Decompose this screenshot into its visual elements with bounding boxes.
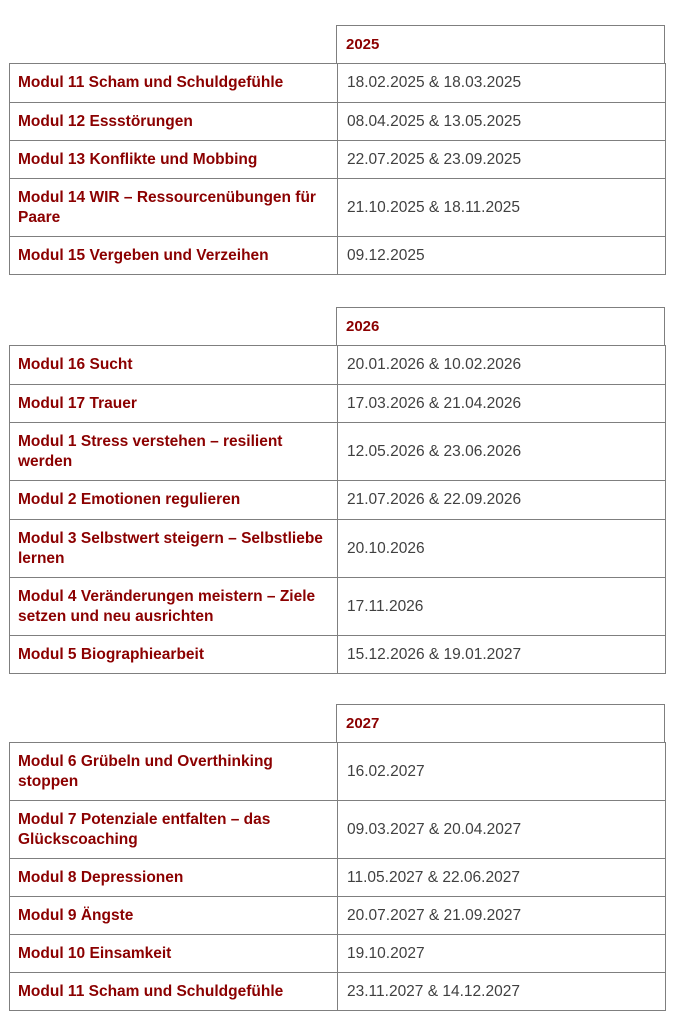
module-name: Modul 3 Selbstwert steigern – Selbstliebe lernen <box>10 520 338 578</box>
schedule-table-2027 <box>9 742 666 1011</box>
table-row <box>10 636 666 674</box>
module-name: Modul 14 WIR – Ressourcenübungen für Paare <box>10 179 338 237</box>
module-dates: 23.11.2027 & 14.12.2027 <box>338 973 666 1011</box>
module-name: Modul 4 Veränderungen meistern – Ziele setzen und neu ausrichten <box>10 578 338 636</box>
module-name: Modul 11 Scham und Schuldgefühle <box>10 973 338 1011</box>
module-name: Modul 16 Sucht <box>10 346 338 385</box>
table-row <box>10 481 666 520</box>
module-name: Modul 10 Einsamkeit <box>10 935 338 973</box>
year-header-2026 <box>336 307 665 346</box>
table-row <box>10 897 666 935</box>
module-name: Modul 8 Depressionen <box>10 859 338 897</box>
table-row <box>10 423 666 481</box>
module-dates: 20.10.2026 <box>338 520 666 578</box>
year-header-2027 <box>336 704 665 743</box>
module-name: Modul 7 Potenziale entfalten – das Glückscoaching <box>10 801 338 859</box>
module-name: Modul 13 Konflikte und Mobbing <box>10 141 338 179</box>
year-label: 2025 <box>346 36 380 53</box>
schedule-table-2025 <box>9 63 666 275</box>
table-row <box>10 801 666 859</box>
module-dates: 17.11.2026 <box>338 578 666 636</box>
module-dates: 19.10.2027 <box>338 935 666 973</box>
module-name: Modul 6 Grübeln und Overthinking stoppen <box>10 743 338 801</box>
module-dates: 16.02.2027 <box>338 743 666 801</box>
module-dates: 21.07.2026 & 22.09.2026 <box>338 481 666 520</box>
module-dates: 15.12.2026 & 19.01.2027 <box>338 636 666 674</box>
module-name: Modul 17 Trauer <box>10 385 338 423</box>
module-dates: 12.05.2026 & 23.06.2026 <box>338 423 666 481</box>
module-dates: 09.03.2027 & 20.04.2027 <box>338 801 666 859</box>
module-dates: 21.10.2025 & 18.11.2025 <box>338 179 666 237</box>
module-name: Modul 9 Ängste <box>10 897 338 935</box>
module-dates: 20.07.2027 & 21.09.2027 <box>338 897 666 935</box>
table-row <box>10 973 666 1011</box>
table-row <box>10 237 666 275</box>
year-label: 2027 <box>346 715 380 732</box>
table-row <box>10 578 666 636</box>
schedule-table-2026 <box>9 345 666 674</box>
year-label: 2026 <box>346 318 380 335</box>
table-row <box>10 179 666 237</box>
module-dates: 11.05.2027 & 22.06.2027 <box>338 859 666 897</box>
table-row <box>10 743 666 801</box>
table-row <box>10 141 666 179</box>
table-row <box>10 935 666 973</box>
table-row <box>10 520 666 578</box>
module-dates: 17.03.2026 & 21.04.2026 <box>338 385 666 423</box>
module-dates: 09.12.2025 <box>338 237 666 275</box>
table-row <box>10 859 666 897</box>
table-row <box>10 346 666 385</box>
module-dates: 18.02.2025 & 18.03.2025 <box>338 64 666 103</box>
year-header-2025 <box>336 25 665 64</box>
table-row <box>10 64 666 103</box>
table-row <box>10 385 666 423</box>
module-name: Modul 12 Essstörungen <box>10 103 338 141</box>
module-name: Modul 1 Stress verstehen – resilient werden <box>10 423 338 481</box>
module-dates: 20.01.2026 & 10.02.2026 <box>338 346 666 385</box>
module-dates: 22.07.2025 & 23.09.2025 <box>338 141 666 179</box>
module-name: Modul 5 Biographiearbeit <box>10 636 338 674</box>
module-name: Modul 2 Emotionen regulieren <box>10 481 338 520</box>
table-row <box>10 103 666 141</box>
module-name: Modul 11 Scham und Schuldgefühle <box>10 64 338 103</box>
module-name: Modul 15 Vergeben und Verzeihen <box>10 237 338 275</box>
module-dates: 08.04.2025 & 13.05.2025 <box>338 103 666 141</box>
